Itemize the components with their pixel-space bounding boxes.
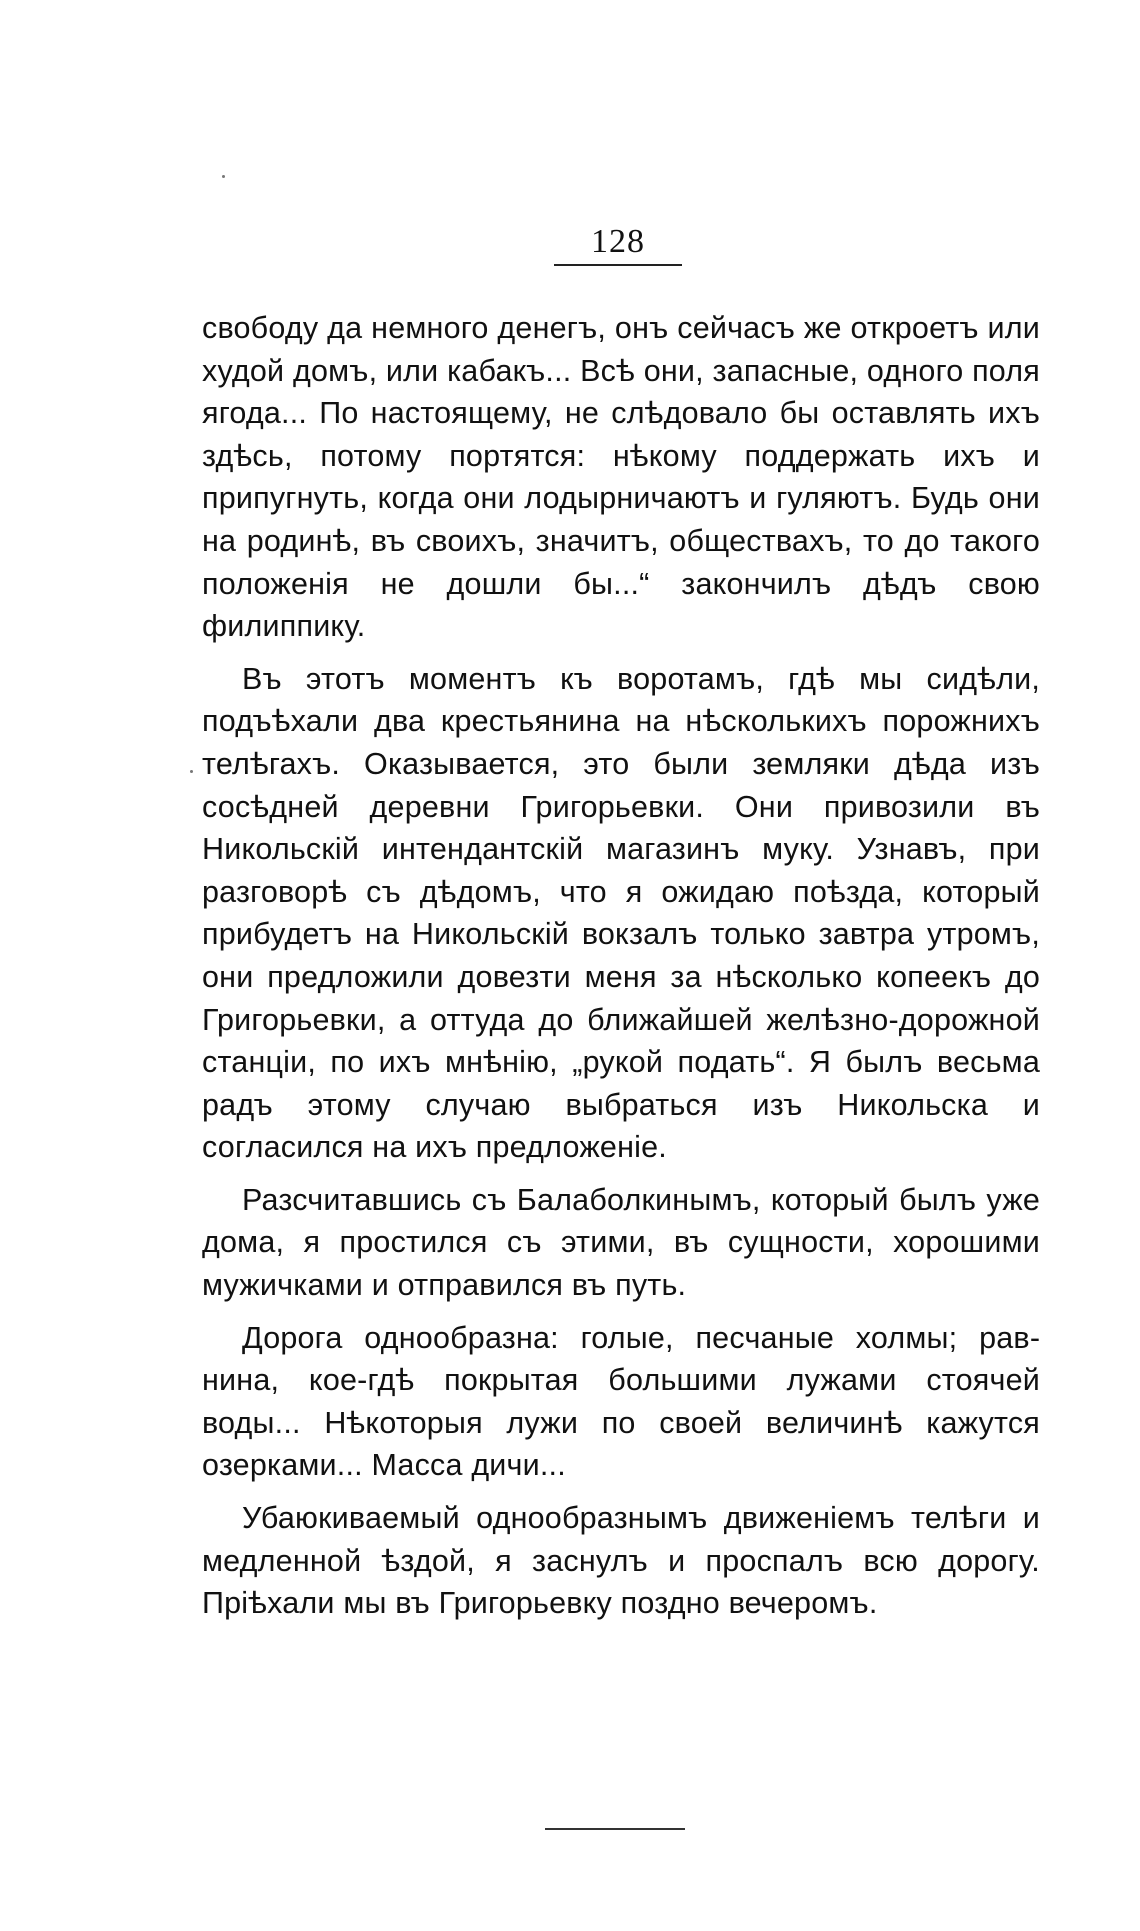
paragraph-2: Въ этотъ моментъ къ воротамъ, гдѣ мы сидѣли, подъѣхали два крестьянина на нѣсколькихъ порожнихъ телѣгахъ. Оказывается, это были земляки дѣда изъ сосѣдней деревни Григорьевки. Они привозили въ Никольскій интендантскій магазинъ муку. Узнавъ, при разговорѣ съ дѣдомъ, что я ожидаю поѣзда, который прибудетъ на Никольскій вокзалъ только завтра утромъ, они предложили довезти меня за нѣсколько копеекъ до Григорьевки, а оттуда до ближайшей желѣзно-дорожной станціи, по ихъ мнѣнію, „рукой подать“. Я былъ весьма радъ этому случаю выбраться изъ Никольска и согласился на ихъ предложеніе. — [202, 661, 1040, 1165]
paragraph-1: свободу да немного денегъ, онъ сейчасъ же откроетъ или худой домъ, или кабакъ... Всѣ они, запасные, одного поля ягода... По настоящему, не слѣдовало бы оставлять ихъ здѣсь, потому портятся: нѣкому поддержать ихъ и припугнуть, когда они лодырничаютъ и гуляютъ. Будь они на родинѣ, въ своихъ, значитъ, обществахъ, то до такого положенія не дошли бы...“ закончилъ дѣдъ свою филиппику. — [202, 311, 1040, 644]
end-rule — [545, 1828, 685, 1830]
paragraph-5: Убаюкиваемый однообразнымъ движеніемъ телѣги и медленной ѣздой, я заснулъ и проспалъ всю дорогу. Пріѣхали мы въ Григорьевку поздно вечеромъ. — [202, 1501, 1040, 1621]
page-header — [548, 222, 688, 266]
header-rule — [554, 264, 682, 266]
page-number: 128 — [591, 223, 645, 260]
paragraph-3: Разсчитавшись съ Балаболкинымъ, который былъ уже дома, я простился съ этими, въ сущности, хорошими мужичками и отправился въ путь. — [202, 1182, 1040, 1303]
body-text — [202, 307, 1040, 1635]
print-speck — [190, 770, 193, 773]
print-speck — [222, 175, 225, 178]
paragraph-4: Дорога однообразна: голые, песчаные холмы; равнина, кое-гдѣ покрытая большими лужами стоячей воды... Нѣкоторыя лужи по своей величинѣ кажутся озерками... Масса дичи... — [202, 1320, 1040, 1483]
